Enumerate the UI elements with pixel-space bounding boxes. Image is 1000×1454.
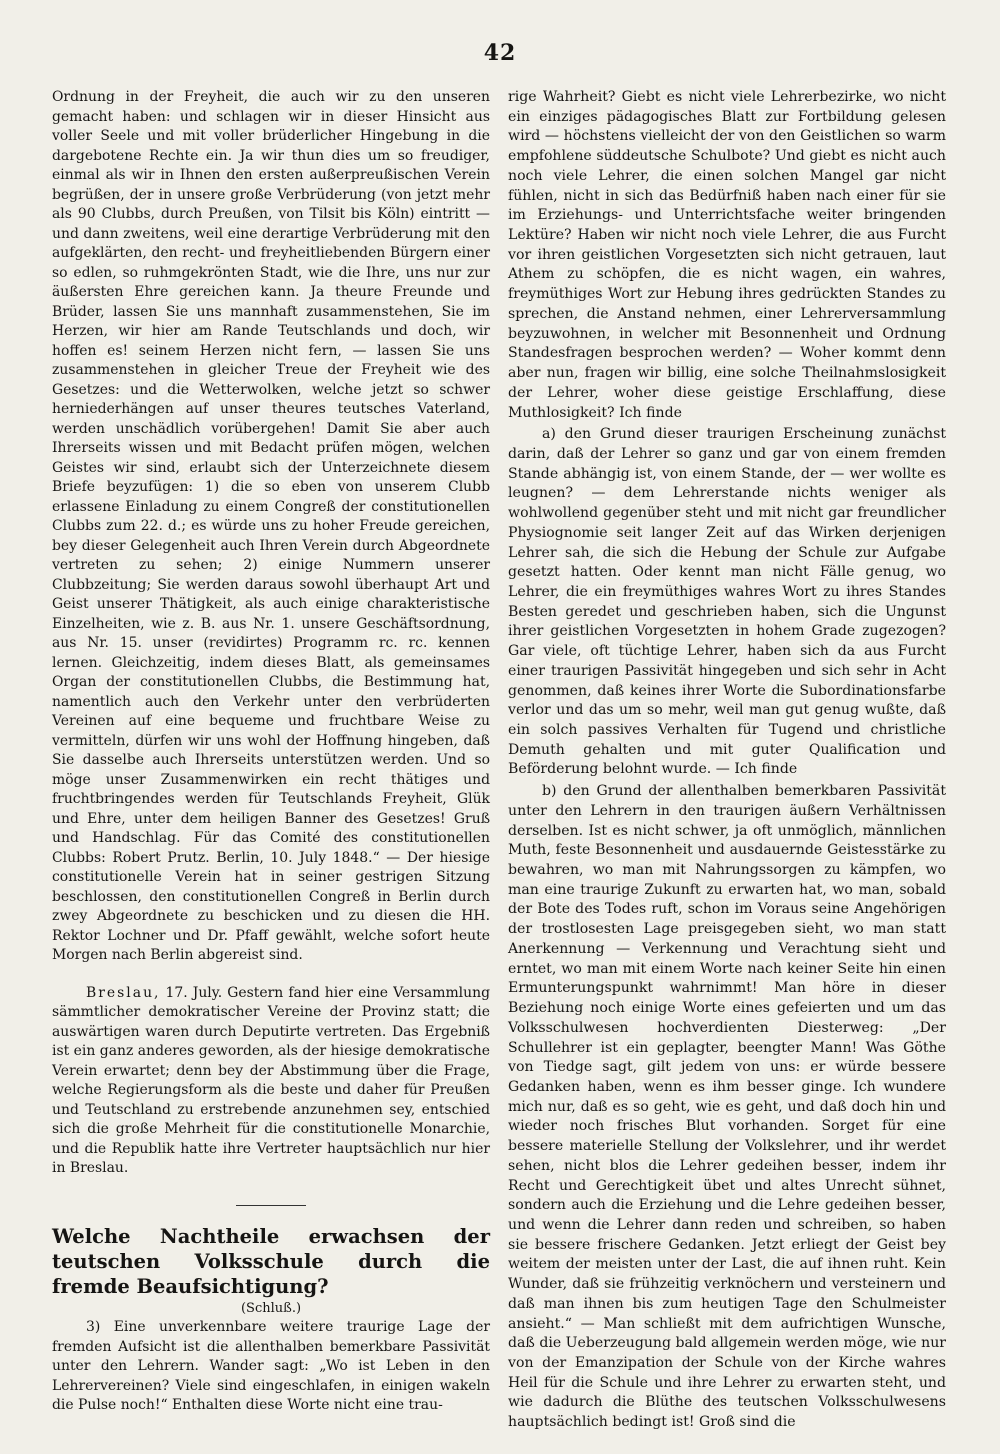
- dateline-place: Breslau,: [86, 984, 161, 1001]
- section-divider: [236, 1205, 306, 1206]
- right-column: [508, 88, 946, 1433]
- article-paragraph: Ordnung in der Freyheit, die auch wir zu den unseren gemacht haben: und schlagen wir in dieser Hinsicht aus voller Seele und mit voller brüderlicher Hingebung in die dargebotene Rechte ein. Ja wir thun dies um so freudiger, einmal als wir in Ihnen den ersten außerpreußischen Verein begrüßen, der in unsere große Verbrüderung (von jetzt mehr als 90 Clubbs, durch Preußen, von Tilsit bis Köln) eintritt — und dann zweitens, weil eine derartige Verbrüderung mit den aufgeklärten, den recht- und freyheitliebenden Bürgern einer so edlen, so ruhmgekrönten Stadt, wie die Ihre, uns nur zur äußersten Ehre gereichen kann. Ja theure Freunde und Brüder, lassen Sie uns mannhaft zusammenstehen, Sie im Herzen, wir hier am Rande Teutschlands und doch, wir hoffen es! seinem Herzen nicht fern, — lassen Sie uns zusammenstehen in gleicher Treue der Freyheit wie des Gesetzes: und die Wetterwolken, welche jetzt so schwer herniederhängen auf unser theures teutsches Vaterland, werden unschädlich vorübergehen! Damit Sie aber auch Ihrerseits wissen und mit Bedacht prüfen mögen, welchen Geistes wir sind, erlaubt sich der Unterzeichnete diesem Briefe beyzufügen: 1) die so eben von unserem Clubb erlassene Einladung zu einem Congreß der constitutionellen Clubbs zum 22. d.; es würde uns zu hoher Freude gereichen, bey dieser Gelegenheit auch Ihren Verein durch Abgeordnete vertreten zu sehen; 2) einige Nummern unserer Clubbzeitung; Sie werden daraus sowohl überhaupt Art und Geist unserer Thätigkeit, als auch einige charakteristische Einzelheiten, wie z. B. aus Nr. 1. unsere Geschäftsordnung, aus Nr. 15. unser (revidirtes) Programm rc. rc. kennen lernen. Gleichzeitig, indem dieses Blatt, als gemeinsames Organ der constitutionellen Clubbs, die Bestimmung hat, namentlich auch den Verkehr unter den verbrüderten Vereinen auf eine bequeme und fruchtbare Weise zu vermitteln, dürfen wir uns wohl der Hoffnung hingeben, daß Sie dasselbe auch Ihrerseits unterstützen werden. Und so möge unser Zusammenwirken ein recht thätiges und fruchtbringendes werden für Teutschlands Freyheit, Glük und Ehre, unter dem heiligen Banner des Gesetzes! Gruß und Handschlag. Für das Comité des constitutionellen Clubbs: Robert Prutz. Berlin, 10. July 1848.“ — Der hiesige constitutionelle Verein hat in seiner gestrigen Sitzung beschlossen, den constitutionellen Congreß in Berlin durch zwey Abgeordnete zu beschicken und zu diesen die HH. Rektor Lochner und Dr. Pfaff gewählt, welche sofort heute Morgen nach Berlin abgereist sind.: [52, 89, 490, 963]
- article-paragraph: Gestern fand hier eine Versammlung sämmtlicher demokratischer Vereine der Provinz statt; die auswärtigen waren durch Deputirte vertreten. Das Ergebniß ist ein ganz anderes geworden, als der hiesige demokratische Verein erwartet; denn bey der Abstimmung über die Frage, welche Regierungsform als die beste und daher für Preußen und Teutschland zu erstrebende anzunehmen sey, entschied sich die große Mehrheit für die constitutionelle Monarchie, und die Republik hatte ihre Vertreter hauptsächlich nur hier in Breslau.: [52, 984, 491, 1176]
- article-subheading: (Schluß.): [240, 1300, 302, 1316]
- article-paragraph: a) den Grund dieser traurigen Erscheinung zunächst darin, daß der Lehrer so ganz und gar von einem fremden Stande abhängig ist, von einem Stande, der — wer wollte es leugnen? — dem Lehrerstande nichts weniger als wohlwollend gegenüber steht und mit nicht gar freundlicher Physiognomie seit langer Zeit auf das Wirken derjenigen Lehrer sah, die sich die Hebung der Schule zur Aufgabe gesetzt hatten. Oder kennt man nicht Fälle genug, wo Lehrer, die ein freymüthiges wahres Wort zu ihres Standes Besten geredet und geschrieben haben, sich die Ungunst ihrer geistlichen Vorgesetzten in hohem Grade zugezogen? Gar viele, oft tüchtige Lehrer, haben sich da aus Furcht einer traurigen Passivität hingegeben und sich sehr in Acht genommen, daß keines ihrer Worte die Subordinationsfarbe verlor und das um so mehr, weil man gut genug wußte, daß ein solch passives Verhalten für Tugend und christliche Demuth gehalten und mit guter Qualification und Beförderung belohnt wurde. — Ich finde: [508, 426, 946, 778]
- left-column: [52, 88, 490, 1416]
- news-item-breslau: [52, 984, 490, 1179]
- article-paragraph: 3) Eine unverkennbare weitere traurige Lage der fremden Aufsicht ist die allenthalben bemerkbare Passivität unter den Lehrern. Wander sagt: „Wo ist Leben in den Lehrervereinen? Viele sind eingeschlafen, in einigen wakeln die Pulse noch!“ Enthalten diese Worte nicht eine trau-: [52, 1319, 490, 1413]
- dateline-date: 17. July.: [165, 984, 223, 1001]
- article-paragraph: rige Wahrheit? Giebt es nicht viele Lehrerbezirke, wo nicht ein einziges pädagogisches Blatt zur Fortbildung gelesen wird — höchstens vielleicht der von den Geistlichen so warm empfohlene süddeutsche Schulbote? Und giebt es nicht auch noch viele Lehrer, die einen solchen Mangel gar nicht fühlen, nicht in sich das Bedürfniß haben nach einer für sie im Erziehungs- und Unterrichtsfache weiter bringenden Lektüre? Haben wir nicht noch viele Lehrer, die aus Furcht vor ihren geistlichen Vorgesetzten sich nicht getrauen, laut Athem zu schöpfen, die es nicht wagen, ein wahres, freymüthiges Wort zur Hebung ihres gedrückten Standes zu sprechen, die Anstand nehmen, einer Lehrerversammlung beyzuwohnen, in welcher mit Besonnenheit und Ordnung Standesfragen besprochen werden? — Woher kommt denn aber nun, fragen wir billig, eine solche Theilnahmslosigkeit der Lehrer, woher diese geistige Erschlaffung, diese Muthlosigkeit? Ich finde: [508, 89, 946, 421]
- article-heading: Welche Nachtheile erwachsen der teutschen Volksschule durch die fremde Beaufsichtigung?: [52, 1224, 490, 1298]
- page-number: 42: [483, 40, 517, 66]
- article-paragraph: b) den Grund der allenthalben bemerkbaren Passivität unter den Lehrern in den traurigen äußern Verhältnissen derselben. Ist es nicht schwer, ja oft unmöglich, männlichen Muth, feste Besonnenheit und ausdauernde Geistesstärke zu bewahren, wo man mit Nahrungssorgen zu kämpfen, wo man eine traurige Zukunft zu erwarten hat, wo man, sobald der Bote des Todes ruft, schon im Voraus seine Angehörigen der trostlosesten Lage preisgegeben sieht, wo man statt Anerkennung — Verkennung und Verachtung sieht und erntet, wo man mit einem Worte nach keiner Seite hin einen Ermunterungspunkt wahrnimmt! Man höre in dieser Beziehung noch einige Worte eines gefeierten und um das Volksschulwesen hochverdienten Diesterweg: „Der Schullehrer ist ein geplagter, beengter Mann! Was Göthe von Tiedge sagt, gilt jedem von uns: er würde bessere Gedanken haben, wenn es ihm besser ginge. Ich wundere mich nur, daß es so geht, wie es geht, und daß doch hin und wieder noch frisches Blut vorhanden. Sorget für eine bessere materielle Stellung der Volkslehrer, und ihr werdet sehen, nicht blos die Lehrer gedeihen besser, indem ihr Recht und Gerechtigkeit übet und altes Unrecht sühnet, sondern auch die Erziehung und die Lehre gedeihen besser, und wenn die Lehrer dann reden und schreiben, so haben sie bessere frischere Gedanken. Jetzt erliegt der Geist bey weitem der meisten unter der Last, die auf ihnen ruht. Kein Wunder, daß sie frühzeitig verknöchern und versteinern und daß man ihnen bis zum heutigen Tage den Schulmeister ansieht.“ — Man schließt mit dem aufrichtigen Wunsche, daß die Ueberzeugung bald allgemein werden möge, wie nur von der Emanzipation der Schule von der Kirche wahres Heil für die Schule und ihre Lehrer zu erwarten steht, und wie dadurch die Blüthe des teutschen Volksschulwesens hauptsächlich bedingt ist! Groß sind die: [508, 783, 947, 1431]
